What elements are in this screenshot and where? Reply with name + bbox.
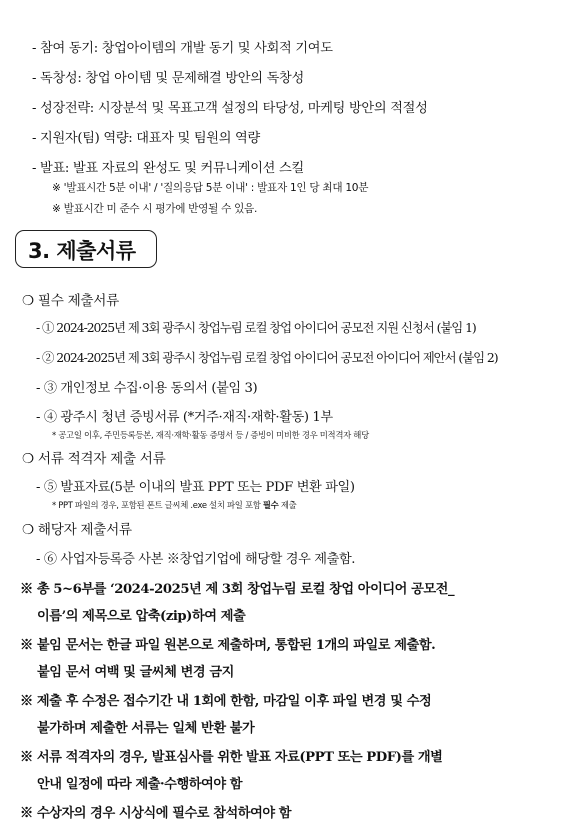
- warning-hwp-line2: 붙임 문서 여백 및 글씨체 변경 금지: [37, 665, 234, 680]
- required-doc-application: - ① 2024-2025년 제 3회 광주시 창업누림 로컬 창업 아이디어 공모전 지원 신청서 (붙임 1): [36, 320, 476, 335]
- applicable-doc-business-registration: - ⑥ 사업자등록증 사본 ※창업기업에 해당할 경우 제출함.: [36, 552, 356, 567]
- required-doc-youth-proof: - ④ 광주시 청년 증빙서류 (*거주·재직·재학·활동) 1부: [36, 410, 333, 425]
- criteria-motivation: - 참여 동기: 창업아이템의 개발 동기 및 사회적 기여도: [32, 41, 333, 56]
- required-doc-proposal: - ② 2024-2025년 제 3회 광주시 창업누림 로컬 창업 아이디어 공모전 아이디어 제안서 (붙임 2): [36, 350, 498, 365]
- presentation-time-note: ※ '발표시간 5분 이내' / '질의응답 5분 이내' : 발표자 1인 당 최대 10분: [52, 182, 369, 194]
- warning-ceremony: ※ 수상자의 경우 시상식에 필수로 참석하여야 함: [20, 806, 292, 821]
- warning-hwp-line1: ※ 붙임 문서는 한글 파일 원본으로 제출하며, 통합된 1개의 파일로 제출함.: [20, 638, 436, 653]
- applicable-docs-heading: ❍ 해당자 제출서류: [22, 522, 132, 538]
- warning-zip-line2: 이름’의 제목으로 압축(zip)하여 제출: [37, 609, 246, 624]
- qualified-docs-heading: ❍ 서류 적격자 제출 서류: [22, 451, 166, 467]
- section-heading-box: [15, 230, 157, 268]
- warning-zip-line1: ※ 총 5~6부를 ‘2024-2025년 제 3회 창업누림 로컬 창업 아이디어 공모전_: [20, 582, 455, 597]
- criteria-team-capability: - 지원자(팀) 역량: 대표자 및 팀원의 역량: [32, 131, 260, 146]
- warning-edit-line2: 불가하며 제출한 서류는 일체 반환 불가: [37, 721, 255, 736]
- required-docs-heading: ❍ 필수 제출서류: [22, 293, 119, 309]
- presentation-penalty-note: ※ 발표시간 미 준수 시 평가에 반영될 수 있음.: [52, 203, 258, 215]
- section-title: 3. 제출서류: [28, 239, 136, 263]
- qualified-doc-presentation: - ⑤ 발표자료(5분 이내의 발표 PPT 또는 PDF 변환 파일): [36, 480, 355, 495]
- warning-edit-line1: ※ 제출 후 수정은 접수기간 내 1회에 한함, 마감일 이후 파일 변경 및 수정: [20, 694, 432, 709]
- warning-presentation-line2: 안내 일정에 따라 제출·수행하여야 함: [37, 777, 243, 792]
- presentation-file-note: * PPT 파일의 경우, 포함된 폰트 글씨체 .exe 설치 파일 포함 필수 제출: [52, 500, 297, 510]
- warning-presentation-line1: ※ 서류 적격자의 경우, 발표심사를 위한 발표 자료(PPT 또는 PDF)를 개별: [20, 750, 443, 765]
- required-doc-privacy-consent: - ③ 개인정보 수집·이용 동의서 (붙임 3): [36, 381, 258, 396]
- youth-proof-note: * 공고일 이후, 주민등록등본, 재직·재학·활동 증명서 등 / 증빙이 미비한 경우 미적격자 해당: [52, 430, 369, 440]
- criteria-growth-strategy: - 성장전략: 시장분석 및 목표고객 설정의 타당성, 마케팅 방안의 적절성: [32, 101, 428, 116]
- criteria-presentation: - 발표: 발표 자료의 완성도 및 커뮤니케이션 스킬: [32, 161, 304, 176]
- criteria-originality: - 독창성: 창업 아이템 및 문제해결 방안의 독창성: [32, 71, 304, 86]
